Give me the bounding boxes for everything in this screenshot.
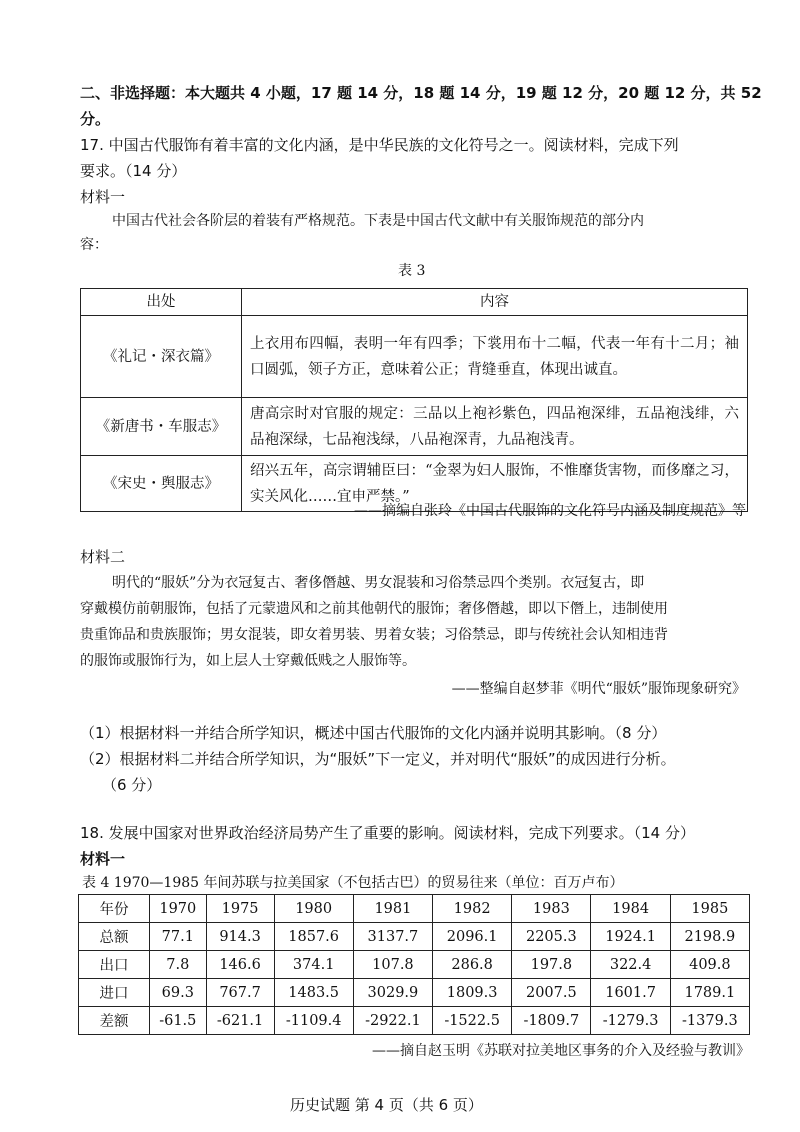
table4-cell: 3137.7 xyxy=(353,923,432,951)
table4-cell: 374.1 xyxy=(274,951,353,979)
q17-material1-label: 材料一 xyxy=(80,188,126,206)
table4-row-label: 差额 xyxy=(79,1007,150,1035)
table4-header-cell: 1970 xyxy=(150,895,207,923)
table4-cell: -2922.1 xyxy=(353,1007,432,1035)
q17-material1-line1: 中国古代社会各阶层的着装有严格规范。下表是中国古代文献中有关服饰规范的部分内 xyxy=(112,213,644,229)
q17-material2-line: 的服饰或服饰行为，如上层人士穿戴低贱之人服饰等。 xyxy=(80,653,416,669)
q17-material2-line: 明代的“服妖”分为衣冠复古、奢侈僭越、男女混装和习俗禁忌四个类别。衣冠复古，即 xyxy=(112,575,645,591)
q17-material2-line: 贵重饰品和贵族服饰；男女混装，即女着男装、男着女装；习俗禁忌，即与传统社会认知相违背 xyxy=(80,627,668,643)
table4-header-cell: 1983 xyxy=(512,895,591,923)
table4-cell: 7.8 xyxy=(150,951,207,979)
q17-subquestion-1: （1）根据材料一并结合所学知识，概述中国古代服饰的文化内涵并说明其影响。（8 分） xyxy=(80,724,667,742)
q17-intro-line1: 17. 中国古代服饰有着丰富的文化内涵，是中华民族的文化符号之一。阅读材料，完成下列 xyxy=(80,136,679,154)
table3-caption: 表 3 xyxy=(398,263,426,279)
table4-cell: 286.8 xyxy=(433,951,512,979)
table4-header-cell: 1981 xyxy=(353,895,432,923)
table-row xyxy=(79,979,750,1007)
table4-cell: -621.1 xyxy=(206,1007,274,1035)
table3-header-content: 内容 xyxy=(242,289,748,316)
material2-citation: ——整编自赵梦菲《明代“服妖”服饰现象研究》 xyxy=(451,681,746,697)
table4-cell: 2205.3 xyxy=(512,923,591,951)
table4-cell: 1924.1 xyxy=(591,923,670,951)
table4-caption: 表 4 1970—1985 年间苏联与拉美国家（不包括古巴）的贸易往来（单位：百万卢布） xyxy=(82,875,624,891)
table4-cell: 69.3 xyxy=(150,979,207,1007)
table3-source: 《礼记・深衣篇》 xyxy=(81,316,242,398)
table3-content: 唐高宗时对官服的规定：三品以上袍衫紫色，四品袍深绯，五品袍浅绯，六品袍深绿，七品袍浅绿，八品袍深青，九品袍浅青。 xyxy=(242,398,748,456)
table3-citation: ——摘编自张玲《中国古代服饰的文化符号内涵及制度规范》等 xyxy=(354,503,746,519)
table3-source: 《新唐书・车服志》 xyxy=(81,398,242,456)
table4-cell: 1809.3 xyxy=(433,979,512,1007)
table-row xyxy=(81,398,748,456)
table3 xyxy=(80,288,748,512)
q17-intro-line2: 要求。（14 分） xyxy=(80,162,187,180)
section-header-line1: 二、非选择题：本大题共 4 小题，17 题 14 分，18 题 14 分，19 题 12 分，20 题 12 分，共 52 xyxy=(80,84,762,102)
table-row xyxy=(79,923,750,951)
table4-header-cell: 1982 xyxy=(433,895,512,923)
table4-cell: -1522.5 xyxy=(433,1007,512,1035)
q18-material1-label: 材料一 xyxy=(80,850,126,868)
table4-cell: 1601.7 xyxy=(591,979,670,1007)
table4-cell: 1857.6 xyxy=(274,923,353,951)
table4-cell: 1483.5 xyxy=(274,979,353,1007)
table4-cell: 409.8 xyxy=(670,951,749,979)
table4-header-cell: 1984 xyxy=(591,895,670,923)
table4-cell: -1379.3 xyxy=(670,1007,749,1035)
table4 xyxy=(78,894,750,1035)
table4-cell: -1279.3 xyxy=(591,1007,670,1035)
table4-cell: 3029.9 xyxy=(353,979,432,1007)
table4-cell: 1789.1 xyxy=(670,979,749,1007)
q17-material1-line2: 容： xyxy=(80,237,108,253)
table4-cell: 767.7 xyxy=(206,979,274,1007)
table4-cell: 2007.5 xyxy=(512,979,591,1007)
q17-material2-line: 穿戴模仿前朝服饰，包括了元蒙遗风和之前其他朝代的服饰；奢侈僭越，即以下僭上，违制使用 xyxy=(80,601,668,617)
q17-subquestion-2-line1: （2）根据材料二并结合所学知识，为“服妖”下一定义，并对明代“服妖”的成因进行分析。 xyxy=(80,750,676,768)
table4-cell: 914.3 xyxy=(206,923,274,951)
table-row xyxy=(79,1007,750,1035)
table3-header-row xyxy=(81,289,748,316)
table4-header-cell: 1975 xyxy=(206,895,274,923)
table4-header-cell: 1980 xyxy=(274,895,353,923)
table4-cell: 2198.9 xyxy=(670,923,749,951)
table3-header-source: 出处 xyxy=(81,289,242,316)
table4-header-cell: 年份 xyxy=(79,895,150,923)
table3-content: 绍兴五年，高宗谓辅臣曰：“金翠为妇人服饰，不惟靡货害物，而侈靡之习，实关风化……宜申严禁。” xyxy=(242,456,748,512)
table-row xyxy=(81,316,748,398)
table4-cell: -1109.4 xyxy=(274,1007,353,1035)
table4-cell: 2096.1 xyxy=(433,923,512,951)
table4-cell: 197.8 xyxy=(512,951,591,979)
table4-header-cell: 1985 xyxy=(670,895,749,923)
table4-cell: -61.5 xyxy=(150,1007,207,1035)
table4-cell: -1809.7 xyxy=(512,1007,591,1035)
section-header-line2: 分。 xyxy=(80,110,111,128)
table4-row-label: 总额 xyxy=(79,923,150,951)
table4-cell: 146.6 xyxy=(206,951,274,979)
table4-citation: ——摘自赵玉明《苏联对拉美地区事务的介入及经验与教训》 xyxy=(372,1043,750,1059)
page-footer: 历史试题 第 4 页（共 6 页） xyxy=(290,1096,483,1114)
table4-cell: 322.4 xyxy=(591,951,670,979)
q17-subquestion-2-line2: （6 分） xyxy=(102,776,162,794)
table-row xyxy=(79,951,750,979)
q17-material2-label: 材料二 xyxy=(80,548,126,566)
table4-cell: 77.1 xyxy=(150,923,207,951)
table3-source: 《宋史・舆服志》 xyxy=(81,456,242,512)
table4-header-row xyxy=(79,895,750,923)
table3-content: 上衣用布四幅，表明一年有四季；下裳用布十二幅，代表一年有十二月；袖口圆弧，领子方正，意味着公正；背缝垂直，体现出诚直。 xyxy=(242,316,748,398)
table4-row-label: 出口 xyxy=(79,951,150,979)
table4-row-label: 进口 xyxy=(79,979,150,1007)
table4-cell: 107.8 xyxy=(353,951,432,979)
q18-intro: 18. 发展中国家对世界政治经济局势产生了重要的影响。阅读材料，完成下列要求。（14 分） xyxy=(80,824,695,842)
